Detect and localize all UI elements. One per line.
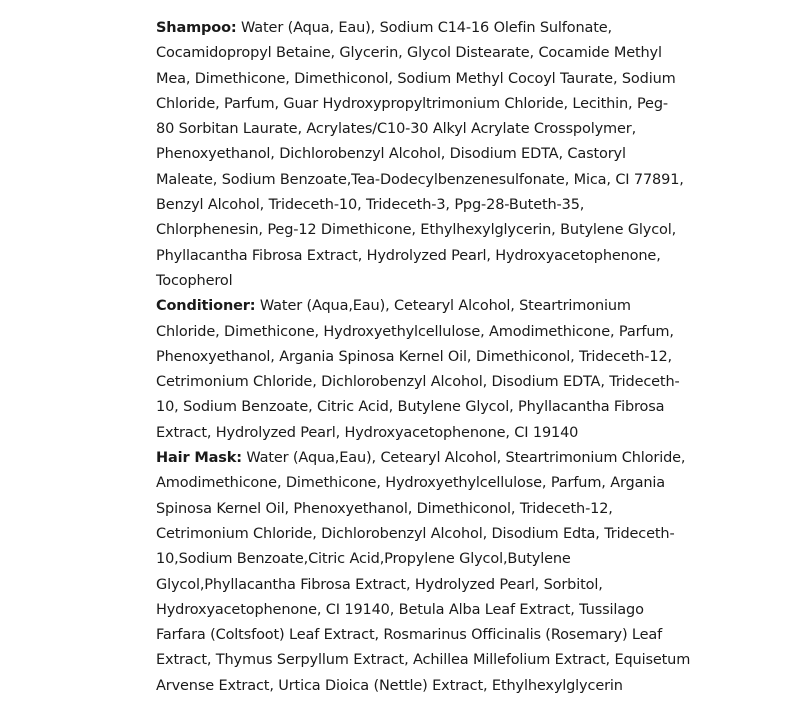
text-line: Mea, Dimethicone, Dimethiconol, Sodium Methyl Cocoyl Taurate, Sodium — [156, 70, 676, 87]
text-line: Chloride, Parfum, Guar Hydroxypropyltrimonium Chloride, Lecithin, Peg- — [156, 95, 668, 112]
hair-mask-text: Water (Aqua,Eau), Cetearyl Alcohol, Steartrimonium Chloride, — [241, 450, 686, 467]
text-line: 80 Sorbitan Laurate, Acrylates/C10-30 Alkyl Acrylate Crosspolymer, — [156, 121, 637, 138]
conditioner-label: Conditioner: — [156, 298, 256, 315]
text-line: Amodimethicone, Dimethicone, Hydroxyethylcellulose, Parfum, Argania — [156, 475, 665, 492]
conditioner-section — [156, 294, 680, 446]
text-line: Cocamidopropyl Betaine, Glycerin, Glycol Distearate, Cocamide Methyl — [156, 45, 662, 62]
text-line: Tocopherol — [156, 272, 233, 289]
text-line: 10, Sodium Benzoate, Citric Acid, Butylene Glycol, Phyllacantha Fibrosa — [156, 399, 665, 416]
ingredients-list — [156, 16, 691, 699]
shampoo-section — [156, 16, 684, 294]
text-line — [156, 16, 666, 41]
text-line — [156, 446, 686, 471]
text-line: Phenoxyethanol, Dichlorobenzyl Alcohol, Disodium EDTA, Castoryl — [156, 146, 626, 163]
shampoo-text: Water (Aqua, Eau), Sodium C14-16 Olefin Sulfonate, — [236, 20, 613, 36]
text-line: 10,Sodium Benzoate,Citric Acid,Propylene Glycol,Butylene — [156, 551, 571, 568]
text-line: Chloride, Dimethicone, Hydroxyethylcellulose, Amodimethicone, Parfum, — [156, 323, 674, 340]
hair-mask-label: Hair Mask: — [156, 450, 242, 467]
text-line: Maleate, Sodium Benzoate,Tea-Dodecylbenzenesulfonate, Mica, CI 77891, — [156, 171, 684, 188]
text-line: Hydroxyacetophenone, CI 19140, Betula Alba Leaf Extract, Tussilago — [156, 601, 644, 618]
text-line: Phenoxyethanol, Argania Spinosa Kernel Oil, Dimethiconol, Trideceth-12, — [156, 348, 672, 365]
text-line: Cetrimonium Chloride, Dichlorobenzyl Alcohol, Disodium EDTA, Trideceth- — [156, 374, 680, 391]
text-line: Glycol,Phyllacantha Fibrosa Extract, Hydrolyzed Pearl, Sorbitol, — [156, 576, 603, 593]
text-line: Extract, Hydrolyzed Pearl, Hydroxyacetophenone, CI 19140 — [156, 424, 579, 441]
text-line: Chlorphenesin, Peg-12 Dimethicone, Ethylhexylglycerin, Butylene Glycol, — [156, 222, 677, 239]
text-line: Cetrimonium Chloride, Dichlorobenzyl Alcohol, Disodium Edta, Trideceth- — [156, 525, 675, 542]
text-line: Arvense Extract, Urtica Dioica (Nettle) Extract, Ethylhexylglycerin — [156, 677, 623, 694]
text-line: Benzyl Alcohol, Trideceth-10, Trideceth-3, Ppg-28-Buteth-35, — [156, 197, 585, 214]
text-line: Farfara (Coltsfoot) Leaf Extract, Rosmarinus Officinalis (Rosemary) Leaf — [156, 627, 663, 644]
conditioner-text: Water (Aqua,Eau), Cetearyl Alcohol, Steartrimonium — [255, 298, 631, 315]
hair-mask-section — [156, 446, 691, 699]
text-line: Phyllacantha Fibrosa Extract, Hydrolyzed Pearl, Hydroxyacetophenone, — [156, 247, 661, 264]
shampoo-label: Shampoo: — [156, 20, 237, 36]
text-line: Spinosa Kernel Oil, Phenoxyethanol, Dimethiconol, Trideceth-12, — [156, 500, 613, 517]
text-line: Extract, Thymus Serpyllum Extract, Achillea Millefolium Extract, Equisetum — [156, 652, 691, 669]
text-line — [156, 294, 666, 319]
